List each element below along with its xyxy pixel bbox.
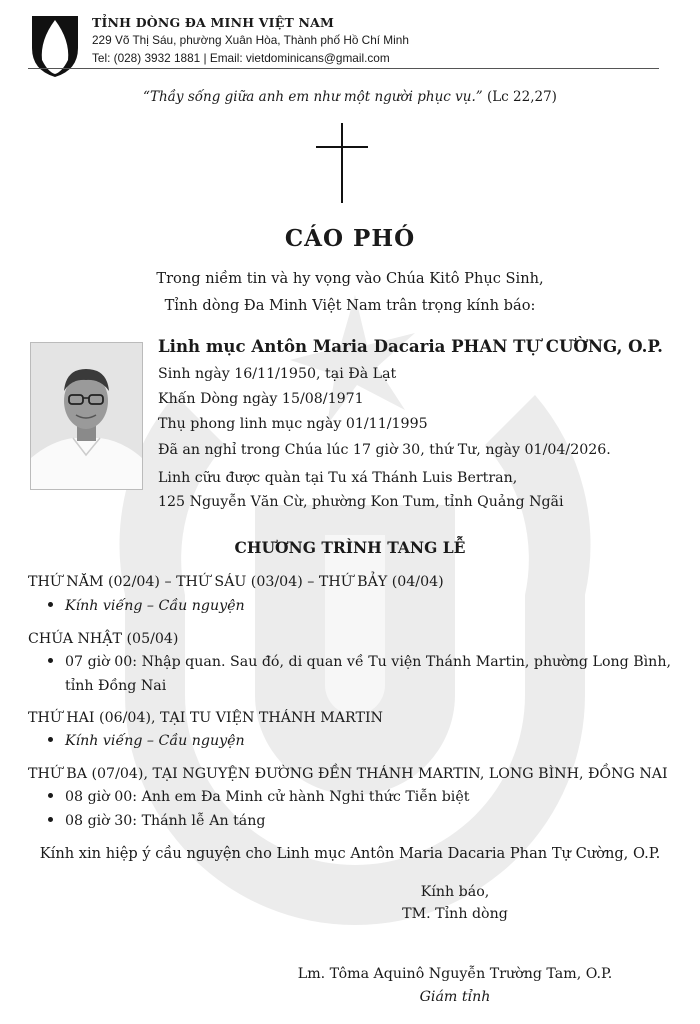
program-day-1: THỨ NĂM (02/04) – THỨ SÁU (03/04) – THỨ BẢY (04/04) [28,574,444,590]
bullet [48,737,53,742]
program-day-3: THỨ HAI (06/04), TẠI TU VIỆN THÁNH MARTIN [28,710,383,726]
bullet [48,793,53,798]
signer-role: Giám tỉnh [419,989,491,1005]
bullet [48,602,53,607]
lying-in-state-line-1: Linh cữu được quàn tại Tu xá Thánh Luis Bertran, [158,470,518,486]
list-item [48,598,245,614]
vows-info: Khấn Dòng ngày 15/08/1971 [158,391,364,407]
death-info: Đã an nghỉ trong Chúa lúc 17 giờ 30, thứ Tư, ngày 01/04/2026. [158,442,611,458]
page-title: CÁO PHÓ [284,225,416,252]
bullet [48,658,53,663]
scripture-quote [0,89,700,105]
header-divider [28,68,659,69]
org-address: 229 Võ Thị Sáu, phường Xuân Hòa, Thành phố Hồ Chí Minh [92,33,409,47]
signer-name: Lm. Tôma Aquinô Nguyễn Trường Tam, O.P. [297,966,613,982]
cross-icon [316,123,368,203]
list-item [48,654,671,670]
list-item-continuation: tỉnh Đồng Nai [65,678,167,694]
signoff-on-behalf: TM. Tỉnh dòng [402,906,508,922]
program-heading: CHƯƠNG TRÌNH TANG LỄ [234,538,466,557]
quote-reference: (Lc 22,27) [486,89,557,105]
list-item-text: 08 giờ 30: Thánh lễ An táng [65,813,266,829]
list-item-text: 08 giờ 00: Anh em Đa Minh cử hành Nghi thức Tiễn biệt [65,789,470,805]
birth-info: Sinh ngày 16/11/1950, tại Đà Lạt [158,366,397,382]
signoff-regards: Kính báo, [420,884,490,900]
list-item-text: Kính viếng – Cầu nguyện [65,733,245,749]
list-item-text: Kính viếng – Cầu nguyện [65,598,245,614]
intro-line-1: Trong niềm tin và hy vọng vào Chúa Kitô Phục Sinh, [156,270,544,287]
intro-line-2: Tỉnh dòng Đa Minh Việt Nam trân trọng kính báo: [164,297,536,314]
program-day-2: CHÚA NHẬT (05/04) [28,631,179,647]
list-item-text: 07 giờ 00: Nhập quan. Sau đó, di quan về Tu viện Thánh Martin, phường Long Bình, [65,654,671,670]
deceased-name: Linh mục Antôn Maria Dacaria PHAN TỰ CƯỜNG, O.P. [158,336,663,356]
ordination-info: Thụ phong linh mục ngày 01/11/1995 [158,416,428,432]
quote-text: “Thầy sống giữa anh em như một người phục vụ.” [143,89,483,105]
deceased-photo [30,342,143,490]
program-day-4: THỨ BA (07/04), TẠI NGUYỆN ĐƯỜNG ĐỀN THÁNH MARTIN, LONG BÌNH, ĐỒNG NAI [28,766,668,782]
org-contact: Tel: (028) 3932 1881 | Email: vietdominicans@gmail.com [92,51,390,65]
list-item [48,789,469,805]
bullet [48,817,53,822]
list-item [48,813,265,829]
lying-in-state-line-2: 125 Nguyễn Văn Cừ, phường Kon Tum, tỉnh Quảng Ngãi [158,494,564,510]
org-name: TỈNH DÒNG ĐA MINH VIỆT NAM [92,15,335,30]
list-item [48,733,245,749]
closing-prayer: Kính xin hiệp ý cầu nguyện cho Linh mục Antôn Maria Dacaria Phan Tự Cường, O.P. [39,845,661,862]
